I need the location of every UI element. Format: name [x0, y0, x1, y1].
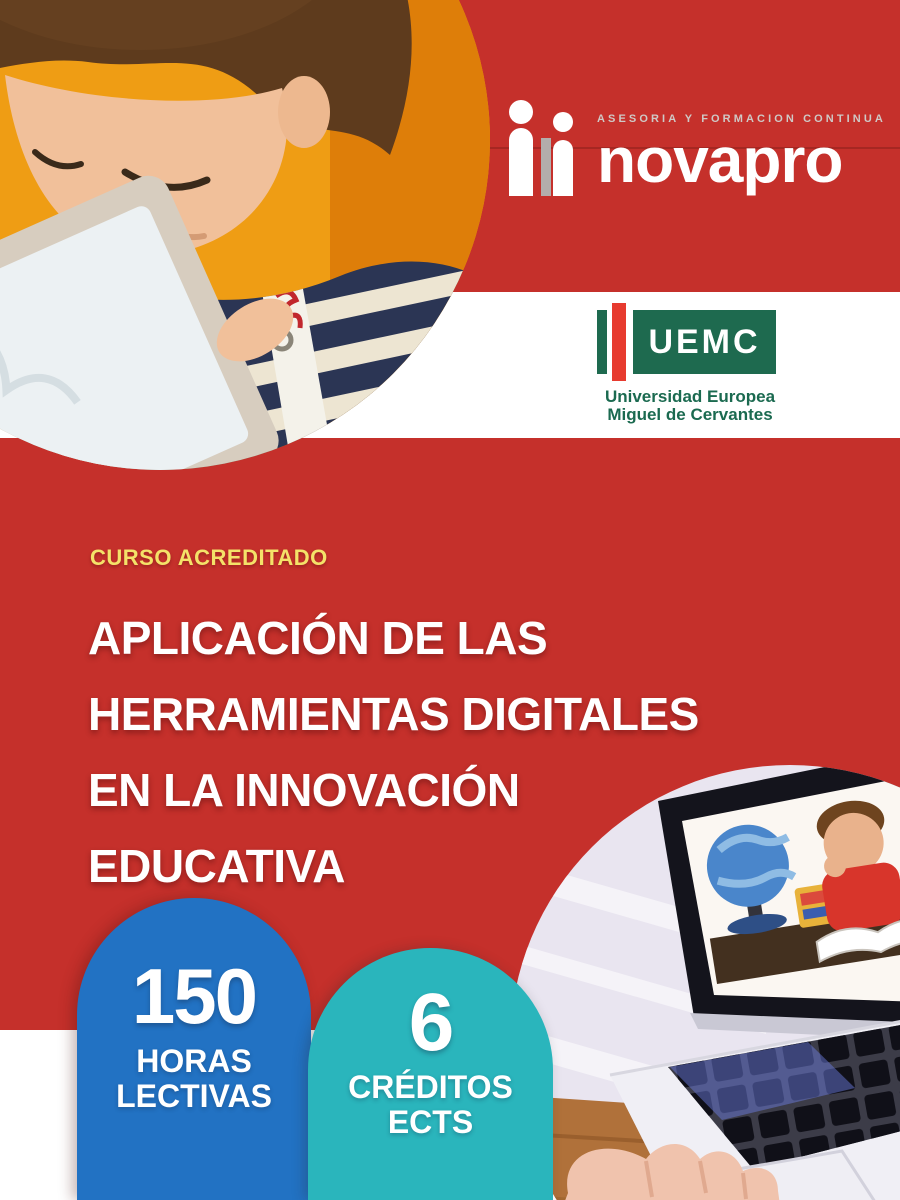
university-name [597, 388, 783, 423]
title-line-3: EN LA INNOVACIÓN [88, 764, 520, 816]
stat-hours-label-2: LECTIVAS [116, 1078, 272, 1114]
stat-credits-badge [308, 948, 553, 1200]
title-line-1: APLICACIÓN DE LAS [88, 612, 548, 664]
novapro-logo [505, 96, 886, 196]
university-name-line2: Miguel de Cervantes [607, 404, 773, 424]
stat-hours-badge [77, 898, 311, 1200]
stat-credits-label-1: CRÉDITOS [348, 1069, 513, 1105]
course-title [88, 600, 808, 904]
stat-credits-value: 6 [408, 977, 453, 1068]
stat-credits-label-2: ECTS [387, 1104, 474, 1140]
university-name-line1: Universidad Europea [604, 387, 776, 406]
stat-hours-label-1: HORAS [136, 1043, 252, 1079]
novapro-people-icon [505, 96, 583, 196]
stat-hours-value: 150 [131, 952, 257, 1040]
title-line-2: HERRAMIENTAS DIGITALES [88, 688, 699, 740]
uemc-acronym: UEMC [633, 310, 776, 374]
title-line-4: EDUCATIVA [88, 840, 346, 892]
brand-name: novapro [597, 124, 843, 196]
uemc-green-bar [597, 310, 607, 374]
uemc-logo-mark [597, 303, 776, 381]
brand-tagline: ASESORIA Y FORMACION CONTINUA [597, 113, 886, 125]
accreditation-badge: CURSO ACREDITADO [90, 545, 328, 570]
uemc-red-bar [612, 303, 626, 381]
